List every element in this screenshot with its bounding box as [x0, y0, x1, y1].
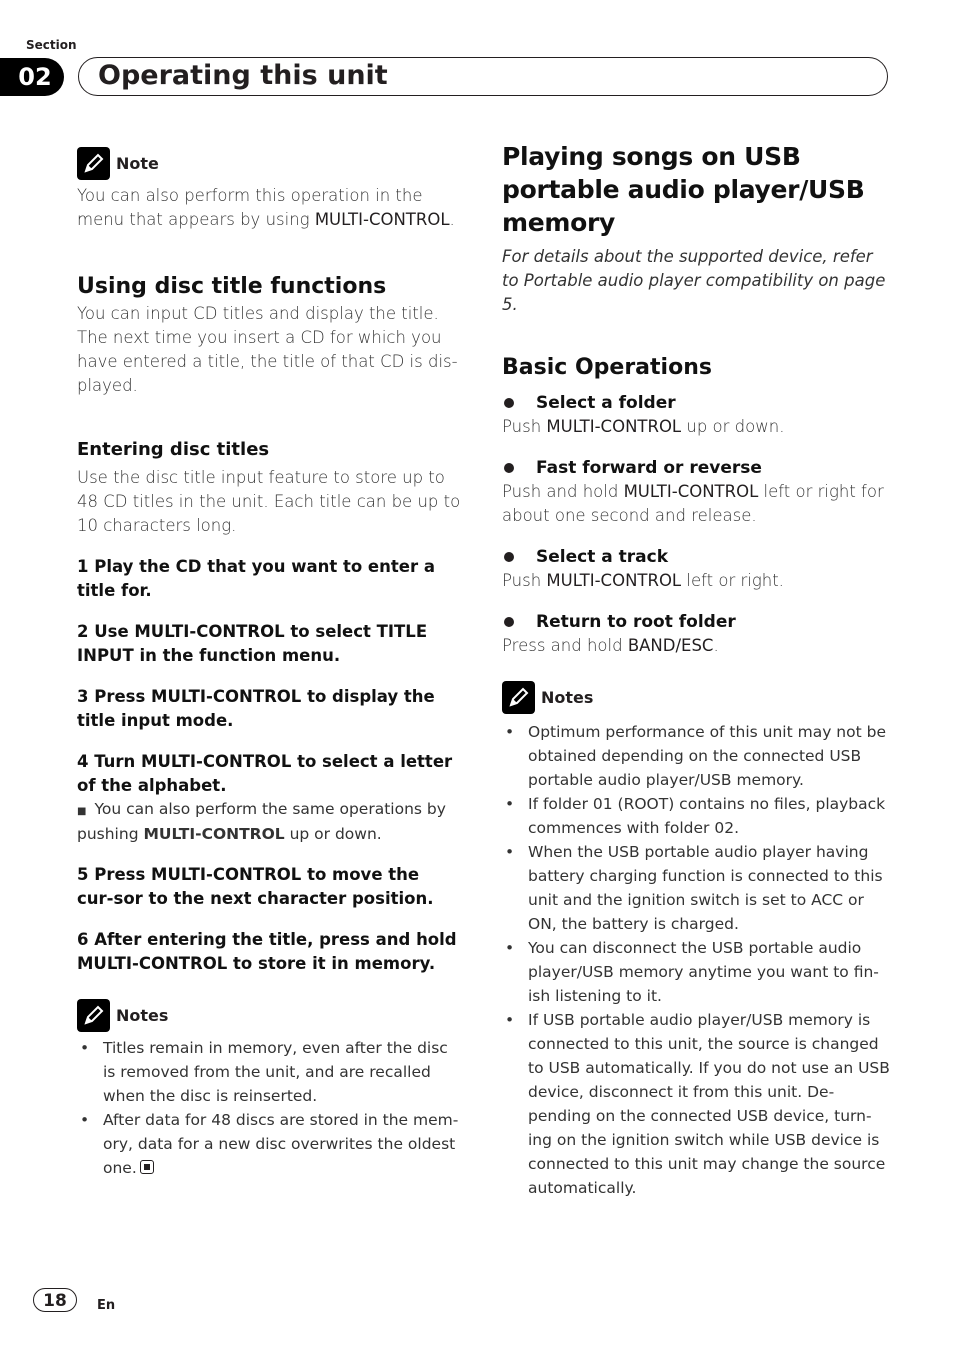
operation-item: Fast forward or reverse Push and hold MULTI-CONTROL left or right for about one second and release.	[502, 458, 884, 525]
notes-header	[77, 998, 461, 1032]
operation-item: Return to root folder Press and hold BAND/ESC.	[502, 612, 736, 655]
entering-disc-titles-heading: Entering disc titles	[77, 439, 270, 460]
square-bullet-icon: ■	[77, 806, 87, 817]
list-item: • After data for 48 discs are stored in the mem-ory, data for a new disc overwrites the oldest one.	[77, 1108, 461, 1180]
bullet-dot-icon	[504, 552, 514, 562]
list-item: • If USB portable audio player/USB memory is connected to this unit, the source is changed to USB automatically. If you do not use an USB device, disconnect it from this unit. De-pending on the connected USB device, turn-ing on the ignition switch while USB device is connected to this unit may change the source automatically.	[502, 1008, 892, 1200]
list-item: • Optimum performance of this unit may not be obtained depending on the connected USB portable audio player/USB memory.	[502, 720, 892, 792]
page-number: 18	[33, 1288, 77, 1312]
using-disc-title-heading: Using disc title functions	[77, 274, 387, 299]
operation-item: Select a track Push MULTI-CONTROL left or right.	[502, 547, 784, 590]
left-column	[77, 146, 461, 1180]
notes-list	[77, 1036, 461, 1180]
entering-disc-titles-text: Use the disc title input feature to store up to 48 CD titles in the unit. Each title can be up to 10 characters long.	[77, 468, 461, 535]
page-title: Operating this unit	[98, 60, 388, 91]
section-label: Section	[26, 38, 77, 52]
notes-list	[502, 720, 892, 1200]
bullet-dot-icon	[504, 463, 514, 473]
note-label: Note	[116, 153, 159, 173]
notes-label: Notes	[116, 1005, 169, 1025]
step-3: 3 Press MULTI-CONTROL to display the title input mode.	[77, 687, 435, 730]
list-item: • You can disconnect the USB portable audio player/USB memory anytime you want to fin-ish listening to it.	[502, 936, 892, 1008]
step-5: 5 Press MULTI-CONTROL to move the cur-sor to the next character position.	[77, 865, 434, 908]
right-column	[502, 140, 892, 1200]
note-header	[77, 146, 461, 180]
step-4-subnote: ■ You can also perform the same operations by pushing MULTI-CONTROL up or down.	[77, 800, 446, 843]
pencil-icon	[77, 999, 110, 1032]
step-4: 4 Turn MULTI-CONTROL to select a letter of the alphabet.	[77, 752, 453, 795]
usb-intro: For details about the supported device, refer to Portable audio player compatibility on page 5.	[502, 247, 886, 314]
note-text: You can also perform this operation in the menu that appears by using MULTI-CONTROL.	[77, 186, 455, 229]
bullet-dot-icon	[504, 617, 514, 627]
basic-operations-heading: Basic Operations	[502, 355, 712, 380]
step-2: 2 Use MULTI-CONTROL to select TITLE INPUT in the function menu.	[77, 622, 428, 665]
list-item: • If folder 01 (ROOT) contains no files, playback commences with folder 02.	[502, 792, 892, 840]
step-6: 6 After entering the title, press and hold MULTI-CONTROL to store it in memory.	[77, 930, 457, 973]
step-1: 1 Play the CD that you want to enter a title for.	[77, 557, 435, 600]
list-item: • Titles remain in memory, even after the disc is removed from the unit, and are recalled when the disc is reinserted.	[77, 1036, 461, 1108]
list-item: • When the USB portable audio player having battery charging function is connected to this unit and the ignition switch is set to ACC or ON, the battery is charged.	[502, 840, 892, 936]
end-mark-icon	[140, 1160, 154, 1174]
operation-item: Select a folder Push MULTI-CONTROL up or down.	[502, 393, 785, 436]
section-number-badge: 02	[0, 58, 64, 96]
notes-label: Notes	[541, 687, 594, 707]
usb-section-heading: Playing songs on USB portable audio player/USB memory	[502, 142, 865, 237]
pencil-icon	[77, 147, 110, 180]
using-disc-title-text: You can input CD titles and display the title. The next time you insert a CD for which you have entered a title, the title of that CD is dis-played.	[77, 304, 458, 395]
notes-header	[502, 680, 892, 714]
bullet-dot-icon	[504, 398, 514, 408]
language-label: En	[97, 1298, 116, 1313]
pencil-icon	[502, 681, 535, 714]
